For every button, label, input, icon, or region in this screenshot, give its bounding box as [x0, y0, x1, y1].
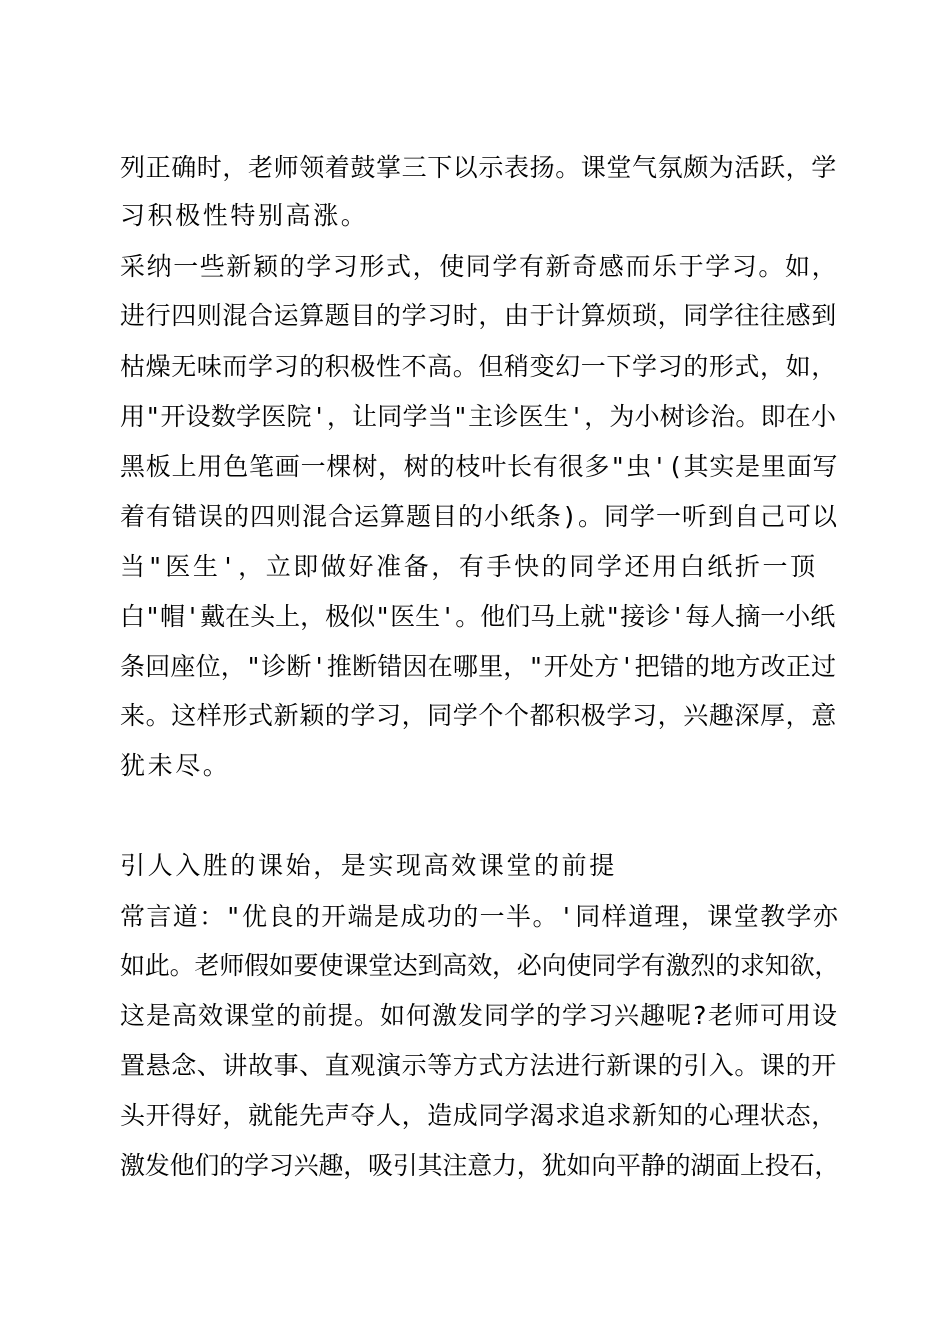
text-line: 当"医生'，立即做好准备，有手快的同学还用白纸折一顶	[120, 552, 818, 581]
section-heading: 引人入胜的课始，是实现高效课堂的前提	[120, 851, 617, 880]
text-line: 条回座位，"诊断'推断错因在哪里，"开处方'把错的地方改正过	[120, 652, 837, 681]
text-line: 常言道："优良的开端是成功的一半。'同样道理，课堂教学亦	[120, 902, 840, 931]
text-line: 如此。老师假如要使课堂达到高效，必向使同学有激烈的求知欲，	[120, 951, 840, 980]
text-line: 黑板上用色笔画一棵树，树的枝叶长有很多"虫'(其实是里面写	[120, 452, 839, 481]
text-line: 习积极性特别高涨。	[120, 201, 369, 230]
text-line: 采纳一些新颖的学习形式，使同学有新奇感而乐于学习。如，	[120, 252, 839, 281]
text-line: 着有错误的四则混合运算题目的小纸条)。同学一听到自己可以	[120, 502, 839, 531]
text-line: 这是高效课堂的前提。如何激发同学的学习兴趣呢?老师可用设	[120, 1001, 839, 1030]
text-line: 激发他们的学习兴趣，吸引其注意力，犹如向平静的湖面上投石，	[120, 1151, 840, 1180]
text-line: 进行四则混合运算题目的学习时，由于计算烦琐，同学往往感到	[120, 301, 837, 330]
text-line: 列正确时，老师领着鼓掌三下以示表扬。课堂气氛颇为活跃，学	[120, 153, 837, 182]
text-line: 来。这样形式新颖的学习，同学个个都积极学习，兴趣深厚，意	[120, 701, 837, 730]
text-line: 枯燥无味而学习的积极性不高。但稍变幻一下学习的形式，如，	[120, 352, 837, 381]
text-line: 头开得好，就能先声夺人，造成同学渴求追求新知的心理状态，	[120, 1101, 837, 1130]
text-line: 白"帽'戴在头上，极似"医生'。他们马上就"接诊'每人摘一小纸	[120, 602, 836, 631]
text-line: 置悬念、讲故事、直观演示等方式方法进行新课的引入。课的开	[120, 1051, 837, 1080]
text-line: 犹未尽。	[120, 751, 231, 780]
text-line: 用"开设数学医院'，让同学当"主诊医生'，为小树诊治。即在小	[120, 402, 837, 431]
